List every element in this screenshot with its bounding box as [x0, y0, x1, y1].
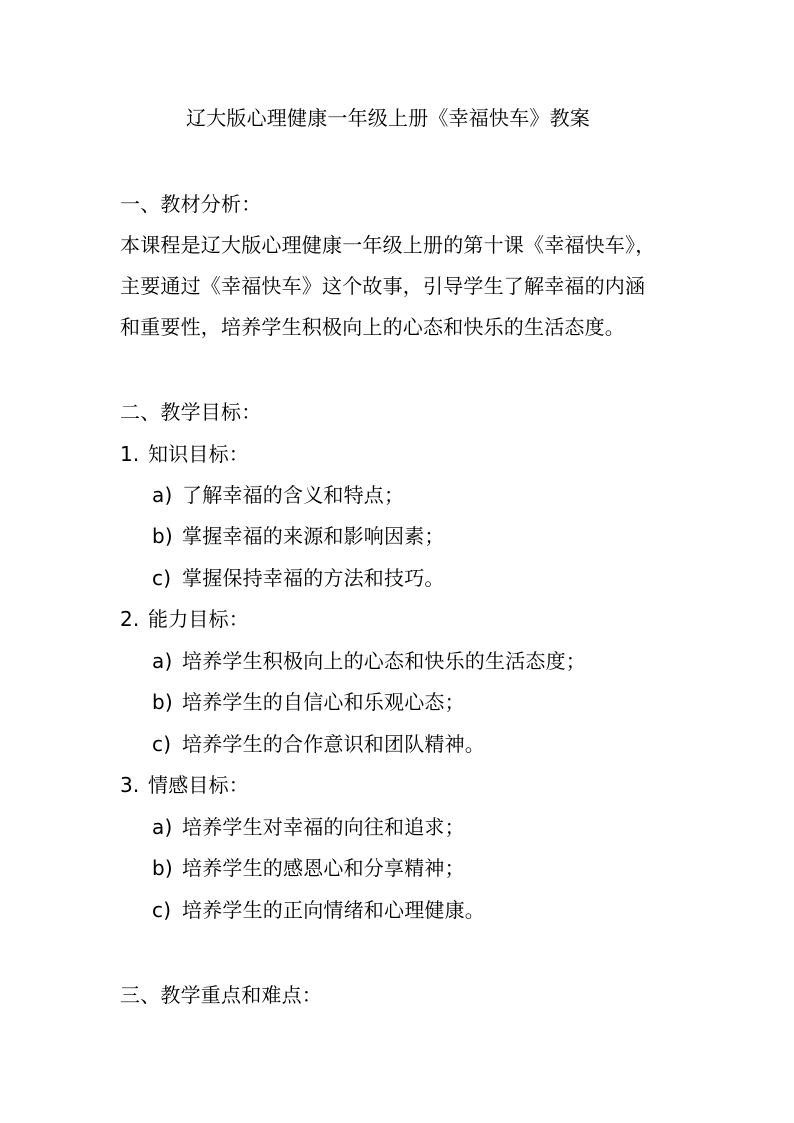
list-item: [152, 522, 445, 550]
section-heading-teaching-goals: 二、教学目标：: [120, 400, 262, 424]
list-item: [152, 730, 485, 758]
goal-title: 知识目标：: [148, 442, 249, 466]
section-heading-textbook-analysis: 一、教材分析：: [120, 192, 262, 216]
list-marker: b): [152, 524, 173, 548]
list-item-text: 了解幸福的含义和特点；: [182, 483, 405, 507]
goal-title: 情感目标：: [148, 773, 249, 797]
list-item-text: 培养学生积极向上的心态和快乐的生活态度；: [182, 649, 586, 673]
list-item: [152, 813, 465, 841]
list-marker: c): [152, 898, 172, 922]
list-item-text: 培养学生的自信心和乐观心态；: [182, 690, 465, 714]
list-marker: c): [152, 566, 172, 590]
list-item: [152, 688, 465, 716]
list-item: [152, 854, 465, 882]
goal-number: 1.: [120, 442, 140, 466]
paragraph-line: 主要通过《幸福快车》这个故事，引导学生了解幸福的内涵: [120, 274, 646, 298]
list-marker: b): [152, 690, 173, 714]
list-item-text: 掌握保持幸福的方法和技巧。: [182, 566, 445, 590]
list-item-text: 培养学生对幸福的向往和追求；: [182, 815, 465, 839]
paragraph-line: 和重要性，培养学生积极向上的心态和快乐的生活态度。: [120, 315, 625, 339]
list-marker: c): [152, 732, 172, 756]
list-marker: b): [152, 856, 173, 880]
goal-heading-emotion: [120, 771, 249, 799]
list-marker: a): [152, 483, 173, 507]
goal-title: 能力目标：: [148, 607, 249, 631]
list-marker: a): [152, 649, 173, 673]
section-heading-key-points: 三、教学重点和难点：: [120, 983, 322, 1007]
goal-heading-knowledge: [120, 440, 249, 468]
goal-heading-ability: [120, 605, 249, 633]
list-item: [152, 481, 404, 509]
list-item-text: 培养学生的合作意识和团队精神。: [182, 732, 485, 756]
list-marker: a): [152, 815, 173, 839]
goal-number: 2.: [120, 607, 140, 631]
list-item: [152, 647, 586, 675]
document-title: 辽大版心理健康一年级上册《幸福快车》教案: [186, 106, 590, 130]
paragraph-line: 本课程是辽大版心理健康一年级上册的第十课《幸福快车》，: [120, 233, 656, 257]
list-item: [152, 896, 485, 924]
goal-number: 3.: [120, 773, 140, 797]
list-item: [152, 564, 445, 592]
list-item-text: 培养学生的正向情绪和心理健康。: [182, 898, 485, 922]
list-item-text: 掌握幸福的来源和影响因素；: [182, 524, 445, 548]
list-item-text: 培养学生的感恩心和分享精神；: [182, 856, 465, 880]
